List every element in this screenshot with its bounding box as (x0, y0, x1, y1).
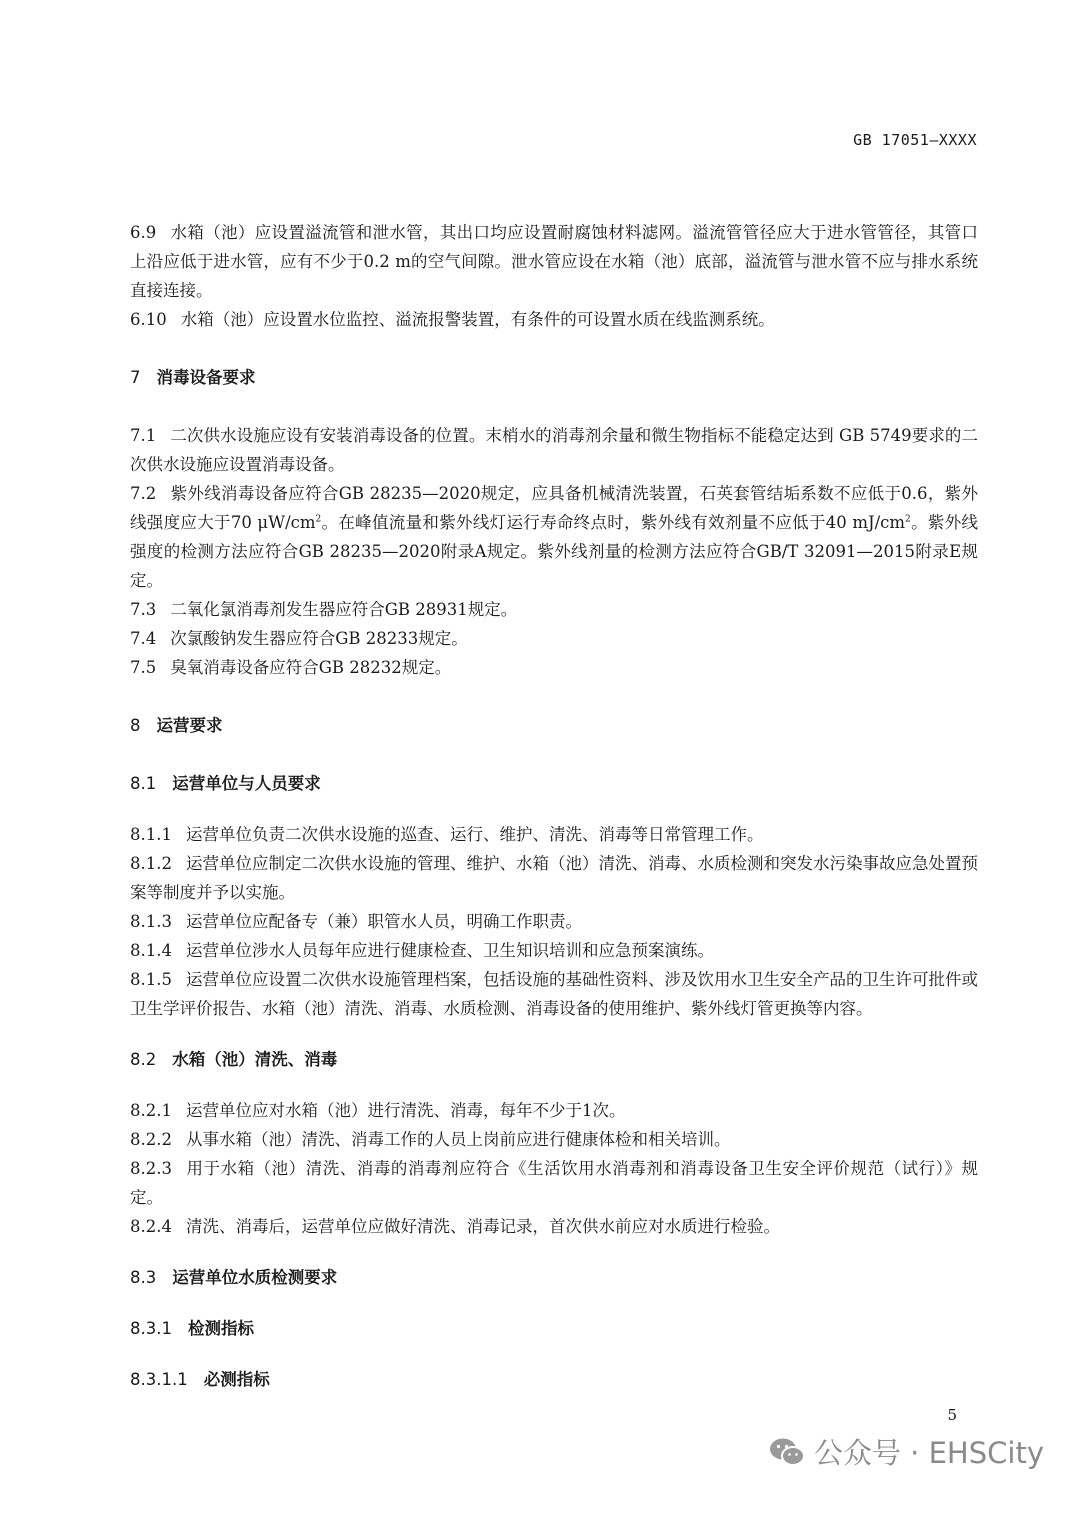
clause-8-2-2 (130, 1125, 978, 1154)
clause-6-10 (130, 305, 978, 334)
clause-text: 清洗、消毒后，运营单位应做好清洗、消毒记录，首次供水前应对水质进行检验。 (185, 1217, 780, 1236)
wechat-icon (768, 1436, 806, 1468)
clause-number: 6.10 (130, 310, 167, 329)
clause-text-b: 。在峰值流量和紫外线灯运行寿命终点时，紫外线有效剂量不应低于40 mJ/cm (321, 513, 906, 532)
section-number: 8 (130, 716, 141, 735)
clause-number: 8.1.1 (130, 825, 172, 844)
section-heading-8 (130, 711, 978, 740)
section-title: 必测指标 (203, 1370, 270, 1389)
clause-8-1-5 (130, 965, 978, 1023)
clause-6-9 (130, 218, 978, 305)
section-title: 消毒设备要求 (156, 368, 256, 387)
clause-8-2-3 (130, 1154, 978, 1212)
clause-8-1-2 (130, 849, 978, 907)
document-body (130, 218, 978, 1394)
section-title: 运营要求 (156, 716, 223, 735)
clause-8-2-1 (130, 1096, 978, 1125)
clause-number: 7.5 (130, 658, 157, 677)
section-heading-8-2 (130, 1045, 978, 1074)
clause-7-3 (130, 595, 978, 624)
section-heading-8-3 (130, 1263, 978, 1292)
section-title: 检测指标 (187, 1319, 254, 1338)
clause-8-1-1 (130, 820, 978, 849)
clause-text: 运营单位应制定二次供水设施的管理、维护、水箱（池）清洗、消毒、水质检测和突发水污染事故应急处置预案等制度并予以实施。 (130, 854, 978, 902)
clause-text-c: 。紫外线强度的检测方法应符合GB 28235—2020附录A规定。紫外线剂量的检测方法应符合GB/T 32091—2015附录E规定。 (130, 513, 979, 590)
clause-number: 8.2.4 (130, 1217, 172, 1236)
superscript: 2 (315, 514, 322, 525)
clause-number: 8.1.5 (130, 970, 172, 989)
clause-number: 8.2.1 (130, 1101, 172, 1120)
section-heading-8-3-1-1 (130, 1365, 978, 1394)
clause-8-2-4 (130, 1212, 978, 1241)
clause-text: 运营单位负责二次供水设施的巡查、运行、维护、清洗、消毒等日常管理工作。 (185, 825, 764, 844)
clause-7-2 (130, 479, 978, 595)
clause-number: 8.2.2 (130, 1130, 172, 1149)
clause-text: 次氯酸钠发生器应符合GB 28233规定。 (170, 629, 468, 648)
section-title: 运营单位水质检测要求 (172, 1268, 338, 1287)
section-title: 水箱（池）清洗、消毒 (172, 1050, 338, 1069)
page-number: 5 (947, 1406, 957, 1424)
clause-7-5 (130, 653, 978, 682)
clause-7-4 (130, 624, 978, 653)
clause-text: 从事水箱（池）清洗、消毒工作的人员上岗前应进行健康体检和相关培训。 (185, 1130, 731, 1149)
clause-text: 臭氧消毒设备应符合GB 28232规定。 (170, 658, 452, 677)
clause-text: 用于水箱（池）清洗、消毒的消毒剂应符合《生活饮用水消毒剂和消毒设备卫生安全评价规范（试行）》规定。 (130, 1159, 978, 1207)
clause-number: 6.9 (130, 223, 157, 242)
section-number: 8.3.1 (130, 1319, 172, 1338)
clause-7-1 (130, 421, 978, 479)
clause-number: 7.4 (130, 629, 157, 648)
clause-number: 8.1.4 (130, 941, 172, 960)
section-number: 7 (130, 368, 141, 387)
superscript: 2 (905, 514, 911, 525)
clause-8-1-3 (130, 907, 978, 936)
section-heading-8-1 (130, 769, 978, 798)
clause-text: 二氧化氯消毒剂发生器应符合GB 28931规定。 (170, 600, 518, 619)
watermark (768, 1431, 1044, 1472)
clause-text: 水箱（池）应设置水位监控、溢流报警装置，有条件的可设置水质在线监测系统。 (180, 310, 775, 329)
clause-text-a: 紫外线消毒设备应符合GB 28235—2020规定，应具备机械清洗装置，石英套管结垢系数不应低于0.6，紫外线强度应大于70 μW/cm (130, 484, 978, 532)
clause-number: 8.2.3 (130, 1159, 172, 1178)
clause-number: 8.1.3 (130, 912, 172, 931)
clause-text: 运营单位应配备专（兼）职管水人员，明确工作职责。 (185, 912, 582, 931)
section-number: 8.3.1.1 (130, 1370, 188, 1389)
section-number: 8.1 (130, 774, 157, 793)
section-title: 运营单位与人员要求 (172, 774, 321, 793)
clause-8-1-4 (130, 936, 978, 965)
clause-text: 运营单位应设置二次供水设施管理档案，包括设施的基础性资料、涉及饮用水卫生安全产品的卫生许可批件或卫生学评价报告、水箱（池）清洗、消毒、水质检测、消毒设备的使用维护、紫外线灯管更换等内容。 (130, 970, 978, 1018)
clause-number: 7.3 (130, 600, 157, 619)
watermark-text: 公众号 · EHSCity (813, 1436, 1044, 1470)
clause-number: 7.1 (130, 426, 157, 445)
clause-text: 运营单位应对水箱（池）进行清洗、消毒，每年不少于1次。 (185, 1101, 626, 1120)
document-code: GB 17051—XXXX (853, 131, 977, 149)
section-heading-7 (130, 363, 978, 392)
clause-text: 运营单位涉水人员每年应进行健康检查、卫生知识培训和应急预案演练。 (185, 941, 714, 960)
section-heading-8-3-1 (130, 1314, 978, 1343)
clause-text: 水箱（池）应设置溢流管和泄水管，其出口均应设置耐腐蚀材料滤网。溢流管管径应大于进水管管径，其管口上沿应低于进水管，应有不少于0.2 m的空气间隙。泄水管应设在水箱（池）底部，溢流管与泄水管不应与排水系统直接连接。 (130, 223, 978, 300)
section-number: 8.3 (130, 1268, 157, 1287)
clause-number: 7.2 (130, 484, 157, 503)
section-number: 8.2 (130, 1050, 157, 1069)
clause-text: 二次供水设施应设有安装消毒设备的位置。末梢水的消毒剂余量和微生物指标不能稳定达到 GB 5749要求的二次供水设施应设置消毒设备。 (130, 426, 978, 474)
clause-number: 8.1.2 (130, 854, 172, 873)
